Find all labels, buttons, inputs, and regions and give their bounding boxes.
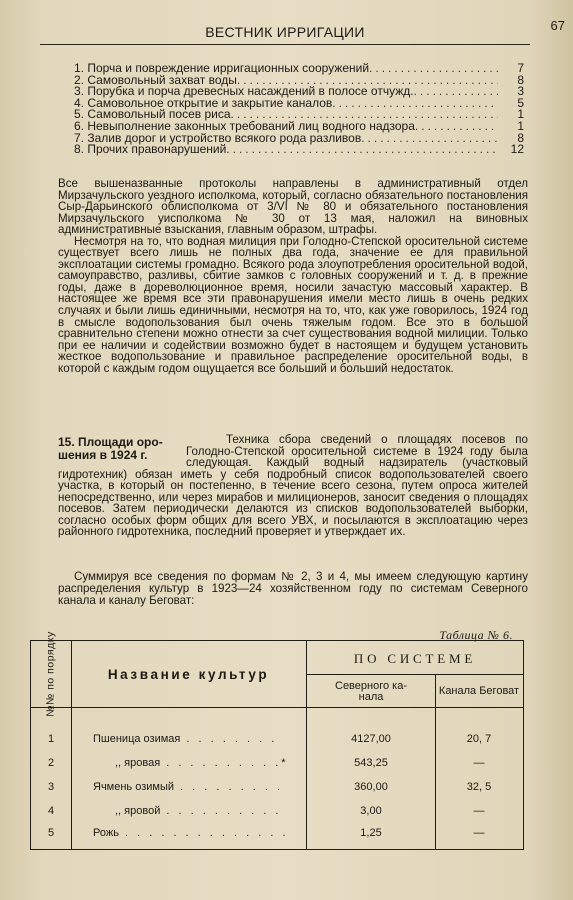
begovat-value: —	[473, 757, 485, 769]
column-header-north-canal	[307, 681, 435, 703]
table-row	[31, 821, 523, 845]
section-text: Техника сбора сведений о площадях посевов по Голодно-Степской оросительной системе в 1924 году была следующая. Каждый водный надзиратель (участковый гидротехник) обязан иметь у себя подробный список водопользователей своего участка, в который он постепенно, в течение всего сезона, путем опроса жителей непосредственно, или через мирабов и милиционеров, заносит сведения о площадях посевов. Затем периодически делаются из списков водопользователей выборки, согласно особых форм общих для всего УВХ, и посылаются в эксплоатацию через районного гидротехника, последний проверяет и утверждает их.	[58, 433, 528, 539]
north-canal-value: 3,00	[360, 805, 382, 817]
column-header-number	[31, 631, 71, 717]
list-item-label: 4. Самовольное открытие и закрытие каналов	[74, 95, 333, 110]
begovat-value: —	[473, 827, 485, 839]
section-15	[58, 434, 528, 538]
crop-label: ,, яровая	[115, 757, 161, 769]
row-number: 1	[47, 733, 55, 745]
dot-leader: . . . . . . . .	[180, 733, 278, 745]
list-item-label: 5. Самовольный посев риса	[74, 107, 231, 122]
running-header	[40, 18, 530, 45]
header-divider	[31, 707, 523, 708]
list-item-count: 8	[517, 130, 524, 145]
column-header-number-label: №№ по порядку	[45, 631, 58, 717]
paragraph: Несмотря на то, что водная милиция при Голодно-Степской оросительной системе существует всего лишь не полных два года, значение ее для правильной эксплоатации системы громадно. Всякого рода злоупотребления оросительной водой, самоуправство, разливы, сбитие замков с головных сооружений и т. д. в прежние годы, даже в дореволюционное время, носили зачастую массовый характер. В настоящее же время все эти правонарушения имели место лишь в очень редких случаях и были лишь единичными, несмотря на то, что, как уже говорилось, 1924 год в смысле водопользования был очень тяжелым годом. Все это в большой сравнительно степени можно отнести за счет существования водной милиции. Только при ее наличии и содействии возможно будет в настоящем и будущем установить жесткое водопользование и правильное распределение оросительной воды, в которой с каждым годом ощущается все больший и больший недостаток.	[58, 234, 528, 375]
list-item-count: 1	[517, 107, 524, 122]
table-row	[31, 727, 523, 751]
north-canal-value: 543,25	[354, 757, 388, 769]
list-item-count: 7	[517, 61, 524, 75]
list-item-count: 8	[517, 72, 524, 87]
list-item-label: 1. Порча и повреждение ирригационных сооружений	[74, 61, 370, 75]
journal-title: ВЕСТНИК ИРРИГАЦИИ	[205, 24, 365, 40]
row-number: 5	[47, 827, 55, 839]
crop-label: Пшеница озимая	[93, 733, 181, 745]
crop-name	[93, 757, 298, 769]
table-row	[31, 799, 523, 823]
begovat-value: —	[473, 805, 485, 817]
crop-label: Ячмень озимый	[93, 781, 175, 793]
crop-label: ,, яровой	[115, 805, 161, 817]
list-item-label: 3. Порубка и порча древесных насаждений в полосе отчужд.	[74, 84, 414, 99]
column-header-north-canal-line: Северного ка-	[335, 680, 407, 692]
section-heading-line: 15. Площади оро-	[58, 435, 163, 449]
table-row	[31, 775, 523, 799]
dot-leader	[226, 144, 498, 156]
dot-leader	[414, 86, 498, 98]
violations-list	[74, 63, 524, 156]
list-item	[74, 144, 524, 156]
section-heading-line: шения в 1924 г.	[58, 448, 148, 462]
dot-leader: . . . . . . . . . . . . . .	[118, 827, 289, 839]
column-header-crop-name: Название культур	[107, 666, 270, 682]
page-number: 67	[550, 18, 565, 33]
paragraph: Все вышеназванные протоколы направлены в административный отдел Мирзачульского уездного исполкома, который, согласно обязательного постановления Сыр-Дарьинского облисполкома от 3/VI № 80 и обязательного постановления Мирзачульского уисполкома № 30 от 13 мая, наложил на виновных административные взыскания, главным образом, штрафы.	[58, 177, 528, 237]
begovat-value: 20, 7	[466, 733, 492, 745]
dot-leader	[415, 121, 498, 133]
row-divider	[306, 674, 523, 675]
dot-leader	[361, 133, 498, 145]
list-item-label: 6. Невыполнение законных требований лиц водного надзора	[74, 118, 415, 133]
list-item-label: 7. Залив дорог и устройство всякого рода разливов	[74, 130, 362, 145]
table-row	[31, 751, 523, 775]
table-caption: Таблица № 6.	[439, 628, 513, 642]
dot-leader: . . . . . . . . . .*	[160, 757, 289, 769]
summary-paragraph: Суммируя все сведения по формам № 2, 3 и 4, мы имеем следующую картину распределения культур в 1923—24 хозяйственном году по системам Северного канала и каналу Беговат:	[58, 570, 528, 607]
list-item-label: 2. Самовольный захват воды	[74, 72, 237, 87]
dot-leader: . . . . . . . . .	[174, 781, 284, 793]
north-canal-value: 360,00	[354, 781, 388, 793]
north-canal-value: 4127,00	[351, 733, 391, 745]
list-item-count: 1	[517, 118, 524, 133]
body-text	[58, 178, 528, 374]
dot-leader: . . . . . . . . . .	[160, 805, 282, 817]
dot-leader	[369, 63, 498, 75]
crop-label: Рожь	[93, 827, 119, 839]
row-number: 2	[47, 757, 55, 769]
column-header-by-system: ПО СИСТЕМЕ	[353, 651, 477, 666]
column-header-begovat-canal: Канала Беговат	[438, 685, 520, 697]
crop-name	[93, 733, 298, 745]
column-header-north-canal-line: нала	[358, 691, 384, 703]
section-heading	[58, 436, 176, 462]
list-item-label: 8. Прочих правонарушений	[74, 142, 227, 157]
crop-name	[93, 781, 298, 793]
begovat-value: 32, 5	[466, 781, 492, 793]
crop-name	[93, 827, 298, 839]
row-number: 4	[47, 805, 55, 817]
dot-leader	[332, 98, 498, 110]
north-canal-value: 1,25	[360, 827, 382, 839]
list-item-count: 3	[517, 84, 524, 99]
crop-name	[93, 805, 298, 817]
list-item-count: 12	[510, 142, 524, 157]
row-number: 3	[47, 781, 55, 793]
list-item-count: 5	[517, 95, 524, 110]
